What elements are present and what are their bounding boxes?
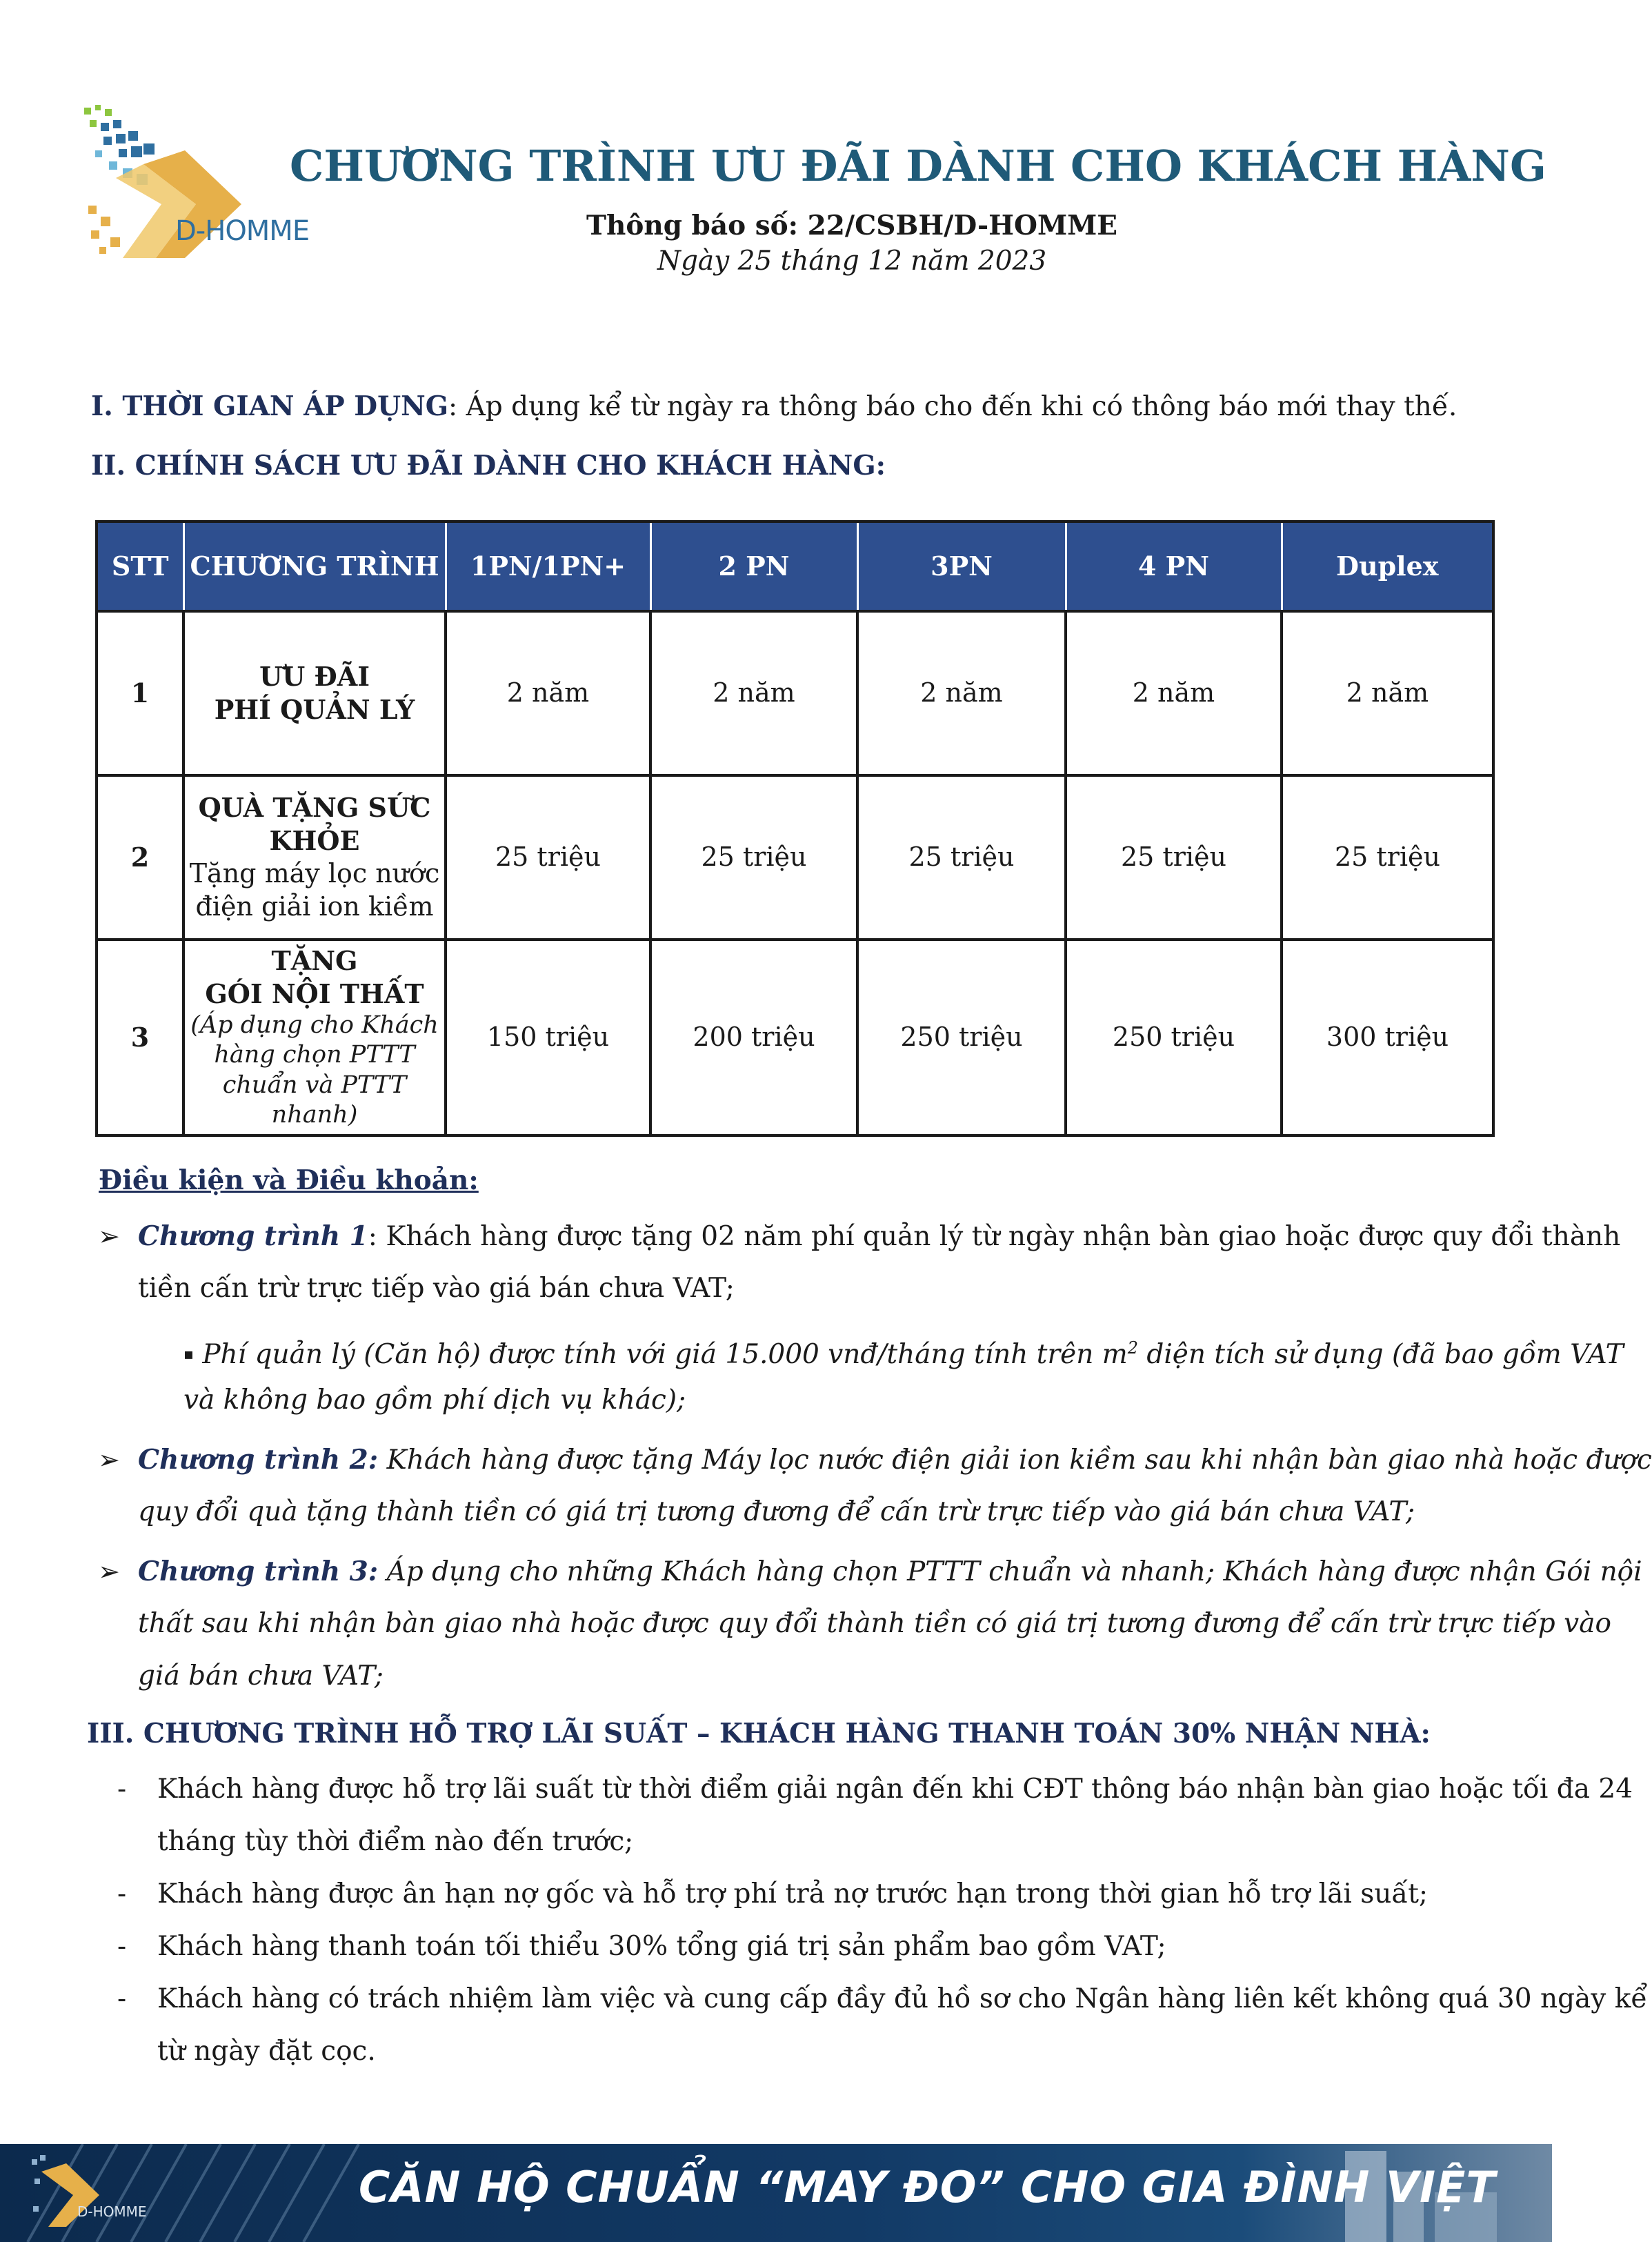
cell-value: 2 năm	[650, 611, 857, 775]
logo-text: D-HOMME	[175, 215, 310, 247]
term-1-line-2: tiền cấn trừ trực tiếp vào giá bán chưa VAT;	[138, 1273, 735, 1304]
offers-table	[95, 520, 1495, 1137]
table-row	[97, 611, 1493, 775]
support-item-1-line-2: tháng tùy thời điểm nào đến trước;	[157, 1826, 634, 1857]
footer-banner	[0, 2144, 1552, 2242]
dash-bullet: -	[117, 1774, 127, 1805]
program-title: ƯU ĐÃI	[259, 661, 370, 693]
program-desc: Tặng máy lọc nước điện giải ion kiềm	[189, 858, 440, 922]
program-title: GÓI NỘI THẤT	[205, 978, 424, 1010]
row-stt: 3	[97, 940, 183, 1135]
term-2-line-2: quy đổi quà tặng thành tiền có giá trị tương đương để cấn trừ trực tiếp vào giá bán chưa VAT;	[138, 1496, 1415, 1527]
section-2-heading: II. CHÍNH SÁCH ƯU ĐÃI DÀNH CHO KHÁCH HÀNG:	[91, 450, 886, 482]
cell-value: 250 triệu	[857, 940, 1066, 1135]
section-1-text: : Áp dụng kể từ ngày ra thông báo cho đến khi có thông báo mới thay thế.	[448, 391, 1457, 422]
arrow-bullet-icon: ➢	[98, 1556, 120, 1587]
header-duplex: Duplex	[1282, 522, 1493, 611]
dash-bullet: -	[117, 1983, 127, 2014]
sub-term-text: Phí quản lý (Căn hộ) được tính với giá 15.000 vnđ/tháng tính trên m	[193, 1339, 1128, 1370]
superscript: 2	[1127, 1338, 1138, 1358]
cell-value: 2 năm	[1066, 611, 1282, 775]
table-row	[97, 940, 1493, 1135]
term-3-label: Chương trình 3:	[138, 1556, 379, 1587]
program-title: QUÀ TẶNG SỨC	[198, 792, 431, 824]
term-3-line-2: thất sau khi nhận bàn giao nhà hoặc được quy đổi thành tiền có giá trị tương đương để cấn trừ trực tiếp vào	[138, 1608, 1611, 1639]
footer-slogan: CĂN HỘ CHUẨN “MAY ĐO” CHO GIA ĐÌNH VIỆT	[359, 2162, 1496, 2212]
cell-value: 2 năm	[446, 611, 650, 775]
notice-date: Ngày 25 tháng 12 năm 2023	[657, 246, 1047, 277]
section-3-heading: III. CHƯƠNG TRÌNH HỖ TRỢ LÃI SUẤT – KHÁCH HÀNG THANH TOÁN 30% NHẬN NHÀ:	[87, 1718, 1431, 1749]
footer-logo-text: D-HOMME	[77, 2203, 147, 2220]
term-1-line-1	[138, 1210, 1620, 1263]
sub-term-line-1	[183, 1322, 1624, 1381]
square-bullet-icon: ▪	[183, 1346, 194, 1363]
program-title: PHÍ QUẢN LÝ	[214, 694, 415, 725]
page-title: CHƯƠNG TRÌNH ƯU ĐÃI DÀNH CHO KHÁCH HÀNG	[290, 141, 1546, 191]
program-title: TẶNG	[271, 945, 358, 977]
header-4pn: 4 PN	[1066, 522, 1282, 611]
cell-value: 150 triệu	[446, 940, 650, 1135]
table-row	[97, 775, 1493, 940]
row-stt: 2	[97, 775, 183, 940]
arrow-bullet-icon: ➢	[98, 1221, 120, 1251]
program-note: (Áp dụng cho Khách hàng chọn PTTT chuẩn và PTTT nhanh)	[190, 1011, 439, 1129]
term-1-text: : Khách hàng được tặng 02 năm phí quản lý từ ngày nhận bàn giao hoặc được quy đổi thành	[368, 1221, 1621, 1252]
cell-value: 25 triệu	[1066, 775, 1282, 940]
dash-bullet: -	[117, 1931, 127, 1962]
row-stt: 1	[97, 611, 183, 775]
header-stt: STT	[97, 522, 183, 611]
cell-value: 2 năm	[857, 611, 1066, 775]
term-2-line-1	[138, 1434, 1652, 1487]
cell-value: 25 triệu	[446, 775, 650, 940]
support-item-3: Khách hàng thanh toán tối thiểu 30% tổng giá trị sản phẩm bao gồm VAT;	[157, 1931, 1166, 1962]
cell-value: 25 triệu	[1282, 775, 1493, 940]
terms-title: Điều kiện và Điều khoản:	[99, 1164, 479, 1196]
support-item-4-line-1: Khách hàng có trách nhiệm làm việc và cung cấp đầy đủ hồ sơ cho Ngân hàng liên kết không quá 30 ngày kể	[157, 1983, 1648, 2014]
support-item-4-line-2: từ ngày đặt cọc.	[157, 2036, 376, 2067]
cell-value: 300 triệu	[1282, 940, 1493, 1135]
term-2-text: Khách hàng được tặng Máy lọc nước điện giải ion kiềm sau khi nhận bàn giao nhà hoặc được	[378, 1445, 1652, 1476]
footer-logo-icon	[28, 2151, 152, 2235]
cell-value: 200 triệu	[650, 940, 857, 1135]
term-3-text: Áp dụng cho những Khách hàng chọn PTTT chuẩn và nhanh; Khách hàng được nhận Gói nội	[378, 1556, 1642, 1587]
row-program	[183, 611, 446, 775]
cell-value: 2 năm	[1282, 611, 1493, 775]
term-2-label: Chương trình 2:	[138, 1444, 379, 1476]
row-program	[183, 775, 446, 940]
table-header-row	[97, 522, 1493, 611]
notice-number: Thông báo số: 22/CSBH/D-HOMME	[586, 210, 1118, 241]
d-homme-logo	[74, 102, 323, 268]
support-item-1-line-1: Khách hàng được hỗ trợ lãi suất từ thời điểm giải ngân đến khi CĐT thông báo nhận bàn giao hoặc tối đa 24	[157, 1774, 1633, 1805]
header-program: CHƯƠNG TRÌNH	[183, 522, 446, 611]
sub-term-line-2: và không bao gồm phí dịch vụ khác);	[183, 1385, 686, 1416]
term-3-line-3: giá bán chưa VAT;	[138, 1660, 384, 1692]
section-1	[91, 390, 1457, 422]
header-2pn: 2 PN	[650, 522, 857, 611]
arrow-bullet-icon: ➢	[98, 1445, 120, 1475]
sub-term-text: diện tích sử dụng (đã bao gồm VAT	[1137, 1339, 1624, 1370]
term-1-label: Chương trình 1	[138, 1220, 368, 1252]
dash-bullet: -	[117, 1878, 127, 1909]
term-3-line-1	[138, 1545, 1642, 1598]
cell-value: 25 triệu	[857, 775, 1066, 940]
header-1pn: 1PN/1PN+	[446, 522, 650, 611]
support-item-2: Khách hàng được ân hạn nợ gốc và hỗ trợ phí trả nợ trước hạn trong thời gian hỗ trợ lãi suất;	[157, 1878, 1429, 1909]
program-title: KHỎE	[269, 825, 360, 857]
section-1-label: I. THỜI GIAN ÁP DỤNG	[91, 390, 449, 422]
header-3pn: 3PN	[857, 522, 1066, 611]
cell-value: 25 triệu	[650, 775, 857, 940]
row-program	[183, 940, 446, 1135]
cell-value: 250 triệu	[1066, 940, 1282, 1135]
